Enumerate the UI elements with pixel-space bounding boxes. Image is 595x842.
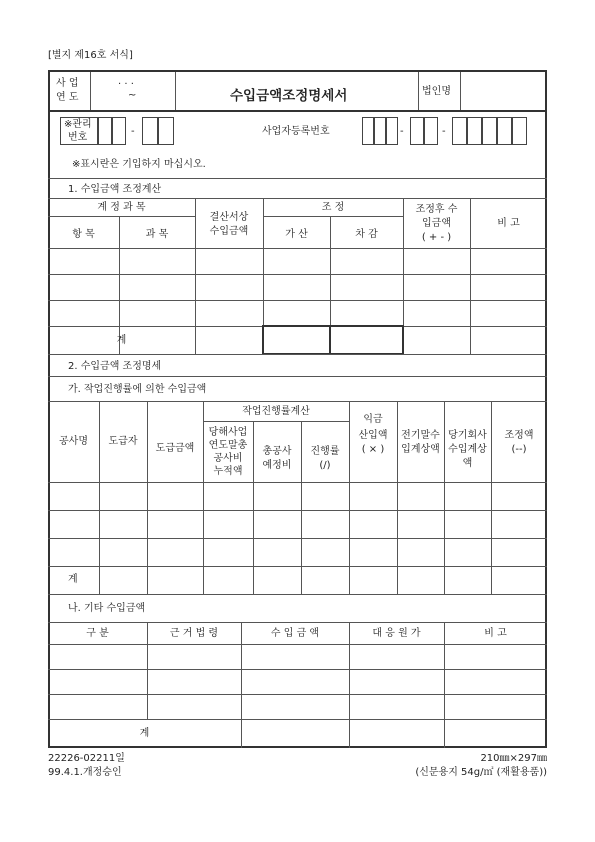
divider [460, 72, 461, 111]
col-cost: 대 응 원 가 [372, 628, 421, 639]
divider [48, 594, 547, 595]
col-cum-cost-2: 연도말총 [208, 440, 248, 451]
col-current-2: 수입계상 [448, 444, 487, 455]
reg-no-digit[interactable] [482, 117, 497, 145]
divider [48, 510, 547, 511]
page-title: 수입금액조정명세서 [230, 88, 348, 104]
reg-no-digit[interactable] [512, 117, 527, 145]
col-contract-amount: 도급금액 [155, 443, 195, 454]
col-after-top: 조정후 수 [415, 204, 458, 215]
col-current-1: 당기회사 [448, 430, 487, 441]
col-adjusted-2: (--) [511, 444, 527, 455]
col-sub: 차 감 [355, 229, 378, 240]
reg-no-digit[interactable] [452, 117, 467, 145]
section2b-heading: 나. 기타 수입금액 [68, 603, 146, 614]
col-adjust: 조 정 [321, 202, 345, 213]
col-rate-1: 진행률 [310, 446, 340, 457]
corp-name-field[interactable] [462, 74, 545, 108]
mgmt-no-digit[interactable] [98, 117, 112, 145]
divider [48, 198, 547, 199]
col-cum-cost-4: 누적액 [213, 466, 243, 477]
paper-spec: (신문용지 54g/㎡ (재활용품)) [415, 767, 547, 778]
divider [262, 325, 264, 354]
section2a-heading: 가. 작업진행률에 의한 수입금액 [68, 384, 207, 395]
divider [175, 72, 176, 111]
divider [48, 622, 547, 623]
mgmt-no-label-top: ※관리 [64, 119, 92, 130]
divider [48, 178, 547, 179]
divider [48, 566, 547, 567]
reg-no-digit[interactable] [497, 117, 512, 145]
col-category: 구 분 [86, 628, 109, 639]
divider [48, 538, 547, 539]
divider [263, 216, 403, 217]
reg-no-digit[interactable] [424, 117, 438, 145]
reg-no-digit[interactable] [386, 117, 398, 145]
col-current-3: 액 [462, 458, 473, 469]
dash: - [131, 126, 135, 137]
divider [329, 325, 331, 354]
col-prior-1: 전기말수 [401, 430, 440, 441]
approval-date: 99.4.1.개정승인 [48, 767, 122, 778]
col-cum-cost-3: 공사비 [213, 453, 243, 464]
col-accrued-2: 산입액 [358, 430, 388, 441]
reg-no-digit[interactable] [362, 117, 374, 145]
year-label-top: 사 업 [56, 78, 79, 89]
section2a-total-label: 계 [68, 574, 78, 585]
year-dots: . . . [118, 76, 134, 87]
notice: ※표시란은 기입하지 마십시오. [72, 159, 206, 170]
divider [48, 401, 547, 402]
col-subject: 과 목 [145, 229, 169, 240]
divider [48, 694, 547, 695]
col-rate-2: (/) [319, 460, 331, 471]
col-settled-bottom: 수입금액 [209, 226, 249, 237]
col-accrued-1: 익금 [363, 414, 383, 425]
divider [90, 72, 91, 111]
divider [418, 72, 419, 111]
divider [349, 622, 350, 748]
section2b-total-label: 계 [139, 728, 150, 739]
col-accrued-3: ( × ) [361, 444, 385, 455]
divider [444, 622, 445, 748]
col-total-est-2: 예정비 [262, 460, 292, 471]
divider [48, 354, 547, 355]
col-remarks: 비 고 [484, 628, 507, 639]
mgmt-no-digit[interactable] [112, 117, 126, 145]
col-item: 항 목 [72, 229, 95, 240]
divider [48, 719, 547, 720]
divider [48, 376, 547, 377]
divider [48, 110, 547, 112]
year-label-bottom: 연 도 [56, 92, 79, 103]
col-account: 계 정 과 목 [97, 202, 146, 213]
section2-heading: 2. 수입금액 조정명세 [68, 361, 162, 372]
col-after-bottom: ( + - ) [421, 232, 452, 243]
mgmt-no-digit[interactable] [142, 117, 158, 145]
col-cum-cost-1: 당해사업 [208, 427, 248, 438]
divider [48, 669, 547, 670]
col-contractor: 도급자 [108, 436, 138, 447]
col-prior-2: 입계상액 [401, 444, 440, 455]
section1-heading: 1. 수입금액 조정계산 [68, 184, 162, 195]
col-progress-calc: 작업진행률계산 [242, 406, 310, 417]
corp-name-label: 법인명 [422, 86, 451, 97]
year-tilde: ~ [128, 90, 137, 101]
dash: - [400, 126, 404, 137]
reg-no-digit[interactable] [374, 117, 386, 145]
business-reg-label: 사업자등록번호 [262, 126, 330, 137]
divider [402, 325, 404, 354]
mgmt-no-label-bottom: 번호 [68, 132, 88, 143]
divider [48, 482, 547, 483]
reg-no-digit[interactable] [410, 117, 424, 145]
paper-size: 210㎜×297㎜ [480, 753, 547, 764]
col-total-est-1: 총공사 [262, 446, 292, 457]
col-note: 비 고 [497, 218, 520, 229]
divider [48, 216, 195, 217]
form-code: 22226-02211일 [48, 753, 125, 764]
divider [241, 622, 242, 748]
col-add: 가 산 [285, 229, 308, 240]
divider [48, 300, 547, 301]
divider [48, 248, 547, 249]
col-project: 공사명 [59, 436, 88, 447]
divider [48, 274, 547, 275]
form-label: [별지 제16호 서식] [48, 50, 133, 61]
col-revenue: 수 입 금 액 [270, 628, 320, 639]
mgmt-no-digit[interactable] [158, 117, 174, 145]
col-adjusted-1: 조정액 [504, 430, 534, 441]
col-after-mid: 입금액 [422, 218, 451, 229]
divider [48, 644, 547, 645]
reg-no-digit[interactable] [467, 117, 482, 145]
divider [203, 421, 349, 422]
divider [263, 325, 403, 327]
col-basis: 근 거 법 령 [169, 628, 219, 639]
section1-total-label: 계 [116, 335, 127, 346]
col-settled-top: 결산서상 [209, 212, 249, 223]
dash: - [442, 126, 446, 137]
